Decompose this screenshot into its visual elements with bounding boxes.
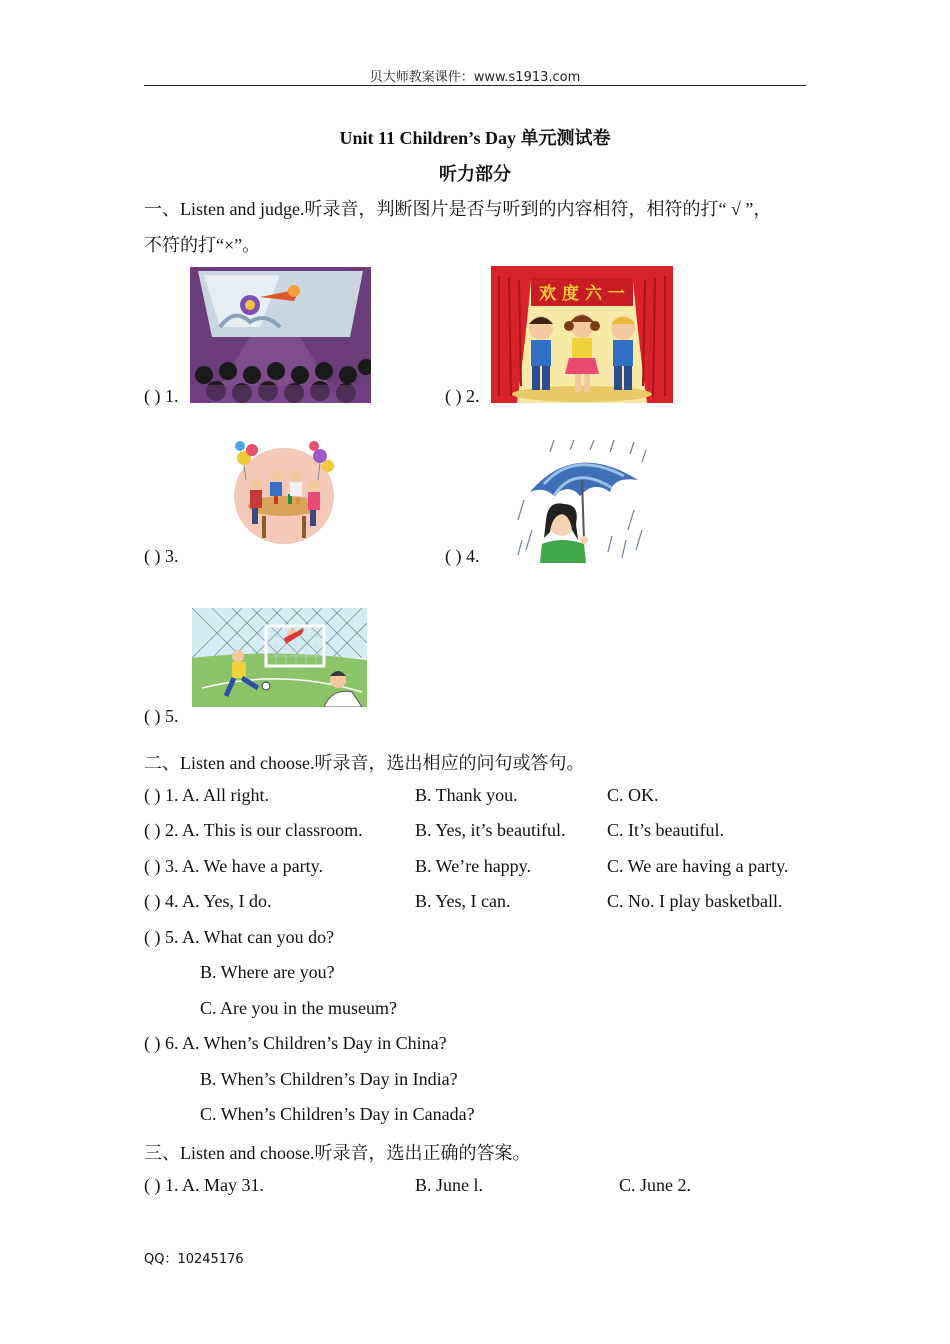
section2-instruction: 二、Listen and choose.听录音，选出相应的问句或答句。 bbox=[144, 753, 585, 773]
s2-q2-option-b: B. Yes, it’s beautiful. bbox=[415, 820, 566, 840]
stage-banner-text: 欢 度 六 一 bbox=[539, 284, 625, 304]
item1-label: ( ) 1. bbox=[144, 386, 179, 406]
item3-label: ( ) 3. bbox=[144, 546, 179, 566]
s2-q3-option-b: B. We’re happy. bbox=[415, 856, 532, 876]
footer-qq: QQ：10245176 bbox=[144, 1252, 244, 1267]
s2-q5-option-a: ( ) 5. A. What can you do? bbox=[144, 927, 335, 947]
s2-q2-option-c: C. It’s beautiful. bbox=[607, 820, 724, 840]
football-picture bbox=[192, 608, 367, 707]
s2-q3-option-c: C. We are having a party. bbox=[607, 856, 789, 876]
s2-q5-option-c: C. Are you in the museum? bbox=[200, 998, 397, 1018]
s2-q6-option-c: C. When’s Children’s Day in Canada? bbox=[200, 1104, 475, 1124]
s3-q1-option-a: ( ) 1. A. May 31. bbox=[144, 1175, 264, 1195]
stage-picture bbox=[491, 266, 673, 403]
header-site: 贝大师教案课件：www.s1913.com bbox=[369, 70, 581, 85]
page-title: Unit 11 Children’s Day 单元测试卷 bbox=[339, 128, 611, 148]
page-subtitle: 听力部分 bbox=[439, 164, 511, 184]
section1-instruction-line1: 一、Listen and judge.听录音，判断图片是否与听到的内容相符，相符的打“ √ ”， bbox=[144, 199, 772, 219]
s2-q6-option-b: B. When’s Children’s Day in India? bbox=[200, 1069, 458, 1089]
section3-instruction: 三、Listen and choose.听录音，选出正确的答案。 bbox=[144, 1143, 531, 1163]
s2-q1-option-a: ( ) 1. A. All right. bbox=[144, 785, 269, 805]
s2-q2-option-a: ( ) 2. A. This is our classroom. bbox=[144, 820, 363, 840]
s3-q1-option-b: B. June l. bbox=[415, 1175, 484, 1195]
item5-label: ( ) 5. bbox=[144, 706, 179, 726]
section1-instruction-line2: 不符的打“×”。 bbox=[144, 235, 261, 255]
s2-q3-option-a: ( ) 3. A. We have a party. bbox=[144, 856, 323, 876]
s2-q1-option-b: B. Thank you. bbox=[415, 785, 518, 805]
s2-q1-option-c: C. OK. bbox=[607, 785, 659, 805]
s2-q6-option-a: ( ) 6. A. When’s Children’s Day in China? bbox=[144, 1033, 447, 1053]
party-picture bbox=[232, 440, 335, 546]
s2-q4-option-a: ( ) 4. A. Yes, I do. bbox=[144, 891, 272, 911]
cinema-picture bbox=[190, 267, 371, 403]
item2-label: ( ) 2. bbox=[445, 386, 480, 406]
s3-q1-option-c: C. June 2. bbox=[619, 1175, 691, 1195]
s2-q4-option-c: C. No. I play basketball. bbox=[607, 891, 783, 911]
s2-q5-option-b: B. Where are you? bbox=[200, 962, 335, 982]
item4-label: ( ) 4. bbox=[445, 546, 480, 566]
header-divider bbox=[144, 85, 806, 86]
s2-q4-option-b: B. Yes, I can. bbox=[415, 891, 511, 911]
umbrella-picture bbox=[514, 440, 651, 563]
